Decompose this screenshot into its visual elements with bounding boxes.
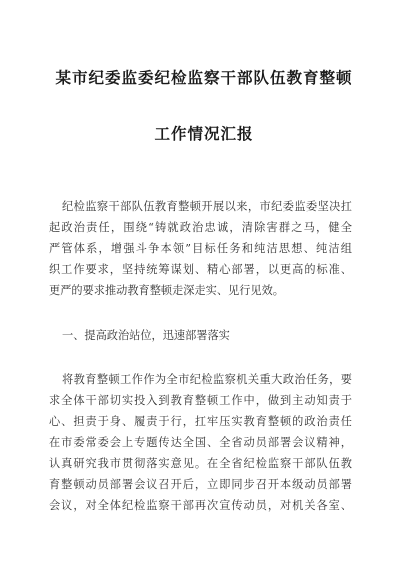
paragraph-1-line: 严管体系，增强斗争本领”目标任务和纯洁思想、纯洁组 [49, 242, 352, 255]
paragraph-2-line: 求全体干部切实投入到教育整顿工作中，做到主动知责于 [49, 394, 352, 407]
paragraph-1-line: 织工作要求，坚持统筹谋划、精心部署，以更高的标准、 [49, 263, 352, 276]
document-title-line-2: 工作情况汇报 [154, 125, 254, 143]
paragraph-2-line: 在市委常委会上专题传达全国、全省动员部署会议精神， [49, 436, 352, 449]
paragraph-1-line: 起政治责任，围绕“铸就政治忠诚，清除害群之马，健全 [49, 221, 352, 234]
paragraph-2-line: 心、担责于身、履责于行，扛牢压实教育整顿的政治责任 [49, 415, 352, 428]
paragraph-2-line: 育整顿动员部署会议召开后，立即同步召开本级动员部署 [49, 478, 352, 491]
paragraph-2-line: 认真研究我市贯彻落实意见。在全省纪检监察干部队伍教 [49, 457, 352, 470]
section-heading: 一、提高政治站位，迅速部署落实 [62, 329, 230, 342]
paragraph-1-line: 更严的要求推动教育整顿走深走实、见行见效。 [49, 284, 284, 297]
paragraph-2-line: 会议，对全体纪检监察干部再次宣传动员，对机关各室、 [49, 499, 352, 512]
paragraph-2-line: 将教育整顿工作作为全市纪检监察机关重大政治任务，要 [62, 373, 352, 386]
paragraph-1-line: 纪检监察干部队伍教育整顿开展以来，市纪委监委坚决扛 [62, 200, 352, 213]
document-title-line-1: 某市纪委监委纪检监察干部队伍教育整顿 [55, 69, 353, 87]
